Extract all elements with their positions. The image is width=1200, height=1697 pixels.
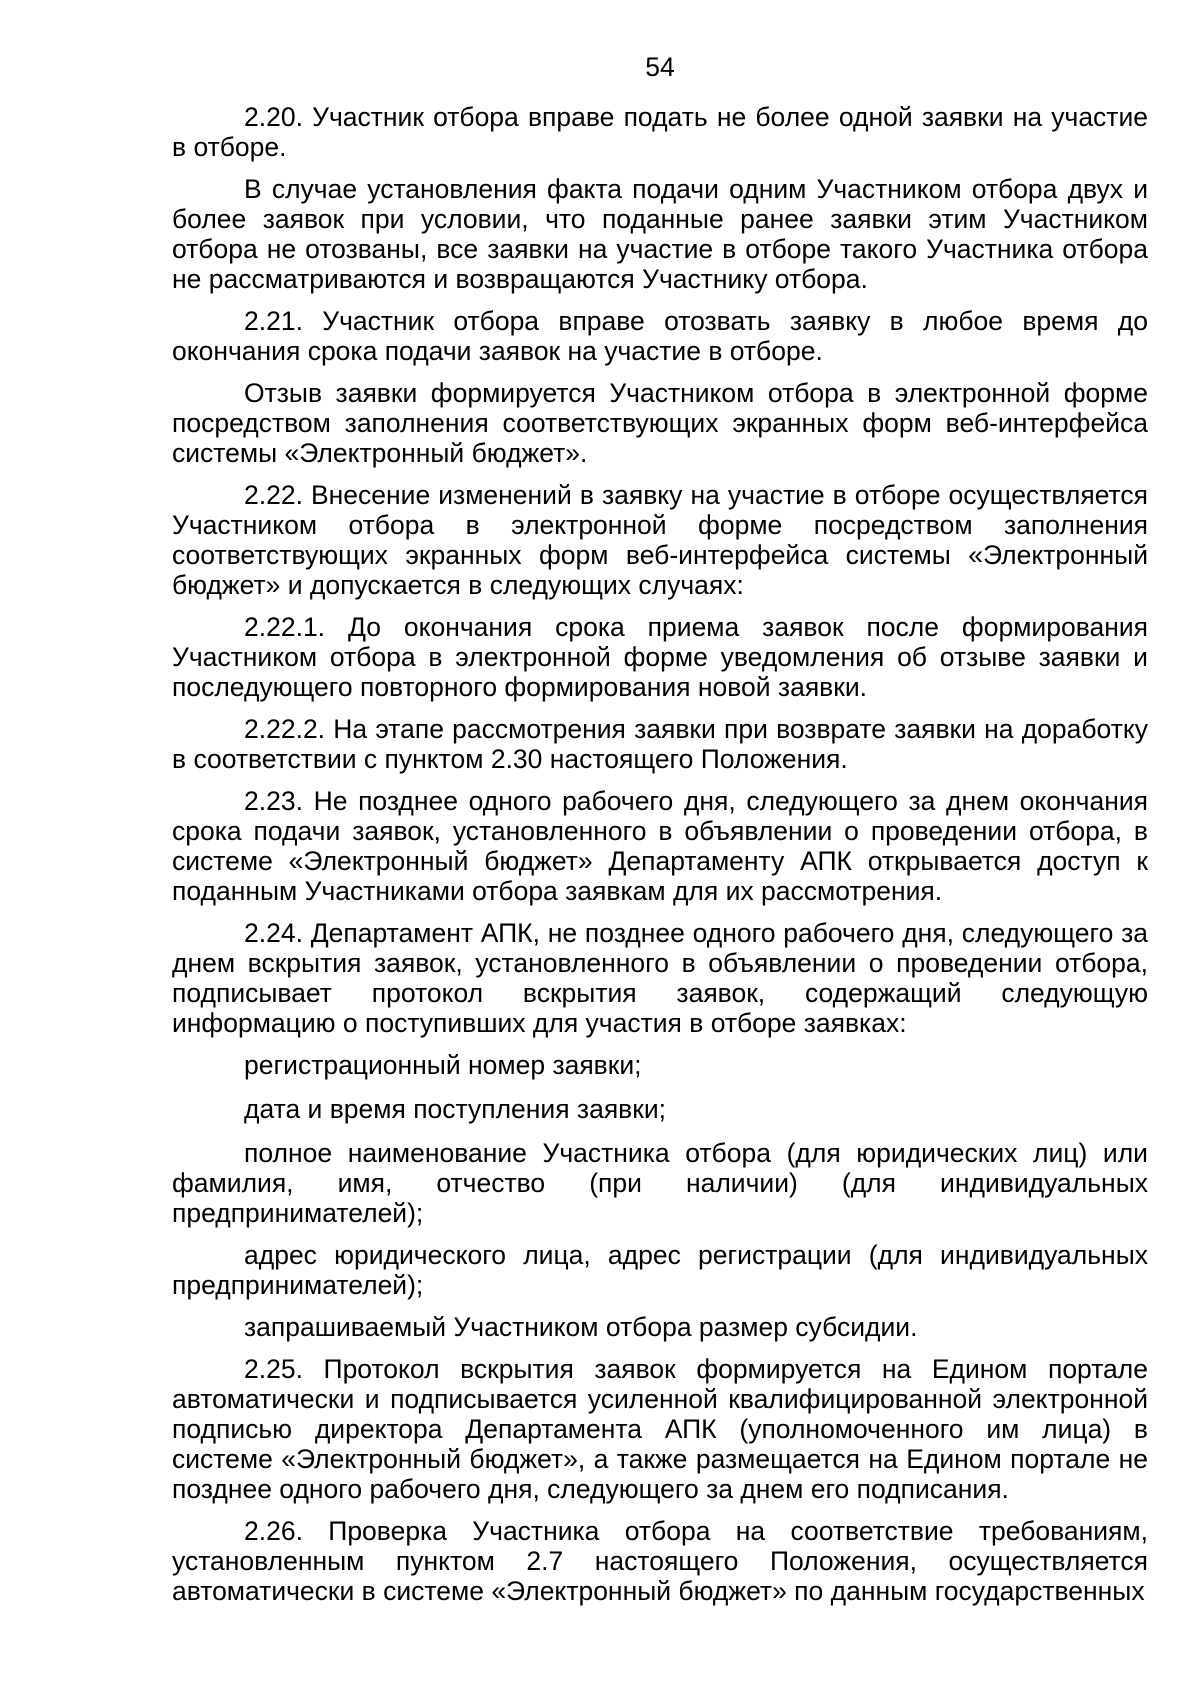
document-page <box>172 52 1148 1618</box>
list-item-subsidy-amount: запрашиваемый Участником отбора размер субсидии. <box>244 1312 918 1342</box>
page-number: 54 <box>645 52 675 82</box>
paragraph-2-24: 2.24. Департамент АПК, не позднее одного рабочего дня, следующего за днем вскрытия заявок, установленного в объявлении о проведении отбора, подписывает протокол вскрытия заявок, содержащий следующую информацию о поступивших для участия в отборе заявках: <box>172 918 1148 1038</box>
paragraph-2-22: 2.22. Внесение изменений в заявку на участие в отборе осуществляется Участником отбора в электронной форме посредством заполнения соответствующих экранных форм веб-интерфейса системы «Электронный бюджет» и допускается в следующих случаях: <box>172 480 1148 600</box>
paragraph-2-22-2: 2.22.2. На этапе рассмотрения заявки при возврате заявки на доработку в соответствии с пунктом 2.30 настоящего Положения. <box>172 714 1148 774</box>
list-item-date-time: дата и время поступления заявки; <box>244 1094 667 1124</box>
paragraph-2-23: 2.23. Не позднее одного рабочего дня, следующего за днем окончания срока подачи заявок, установленного в объявлении о проведении отбора, в системе «Электронный бюджет» Департаменту АПК открывается доступ к поданным Участниками отбора заявкам для их рассмотрения. <box>172 786 1148 906</box>
list-item-registration-number: регистрационный номер заявки; <box>244 1050 642 1080</box>
paragraph-2-21: 2.21. Участник отбора вправе отозвать заявку в любое время до окончания срока подачи заявок на участие в отборе. <box>172 306 1148 366</box>
list-item-full-name: полное наименование Участника отбора (для юридических лиц) или фамилия, имя, отчество (при наличии) (для индивидуальных предпринимателей); <box>172 1138 1148 1228</box>
paragraph-withdrawal: Отзыв заявки формируется Участником отбора в электронной форме посредством заполнения соответствующих экранных форм веб-интерфейса системы «Электронный бюджет». <box>172 378 1148 468</box>
paragraph-duplicate-applications: В случае установления факта подачи одним Участником отбора двух и более заявок при условии, что поданные ранее заявки этим Участником отбора не отозваны, все заявки на участие в отборе такого Участника отбора не рассматриваются и возвращаются Участнику отбора. <box>172 174 1148 294</box>
paragraph-2-26: 2.26. Проверка Участника отбора на соответствие требованиям, установленным пунктом 2.7 настоящего Положения, осуществляется автоматически в системе «Электронный бюджет» по данным государственных <box>172 1516 1148 1606</box>
paragraph-2-20: 2.20. Участник отбора вправе подать не более одной заявки на участие в отборе. <box>172 102 1148 162</box>
paragraph-2-25: 2.25. Протокол вскрытия заявок формируется на Едином портале автоматически и подписывается усиленной квалифицированной электронной подписью директора Департамента АПК (уполномоченного им лица) в системе «Электронный бюджет», а также размещается на Едином портале не позднее одного рабочего дня, следующего за днем его подписания. <box>172 1354 1148 1504</box>
paragraph-2-22-1: 2.22.1. До окончания срока приема заявок после формирования Участником отбора в электронной форме уведомления об отзыве заявки и последующего повторного формирования новой заявки. <box>172 612 1148 702</box>
list-item-address: адрес юридического лица, адрес регистрации (для индивидуальных предпринимателей); <box>172 1240 1148 1300</box>
